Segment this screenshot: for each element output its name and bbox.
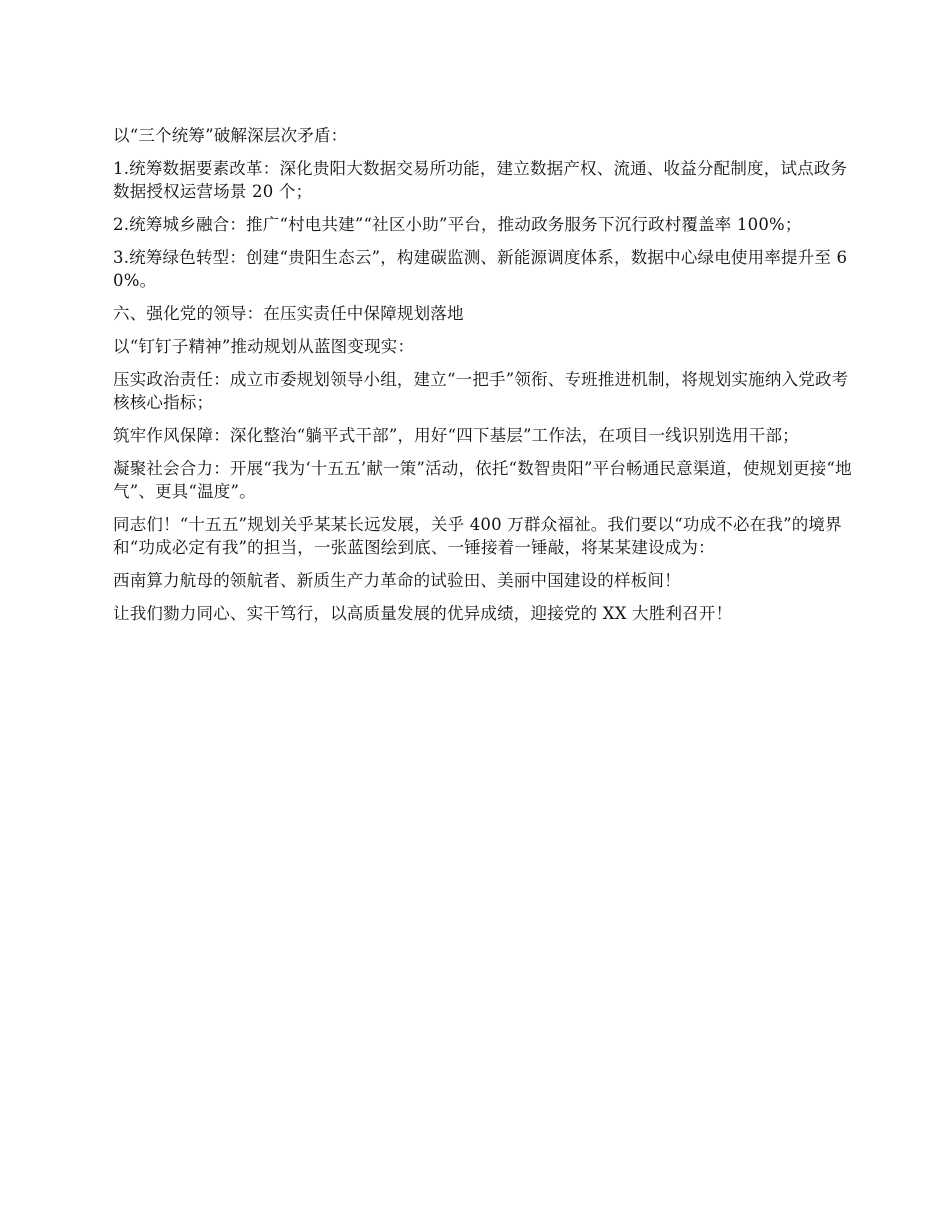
paragraph-item-2-urban-rural: 2.统筹城乡融合：推广“村电共建”“社区小助”平台，推动政务服务下沉行政村覆盖率 100%； [113, 215, 802, 234]
paragraph-closing: 让我们勠力同心、实干笃行，以高质量发展的优异成绩，迎接党的 XX 大胜利召开！ [113, 604, 733, 623]
paragraph-item-3-green-transition: 3.统筹绿色转型：创建“贵阳生态云”，构建碳监测、新能源调度体系，数据中心绿电使用率提升至 60%。 [113, 248, 848, 290]
paragraph-political-responsibility: 压实政治责任：成立市委规划领导小组，建立“一把手”领衔、专班推进机制，将规划实施纳入党政考核核心指标； [113, 370, 849, 412]
paragraph-item-1-data-reform: 1.统筹数据要素改革：深化贵阳大数据交易所功能，建立数据产权、流通、收益分配制度，试点政务数据授权运营场景 20 个； [113, 159, 848, 201]
section-heading-party-leadership: 六、强化党的领导：在压实责任中保障规划落地 [113, 304, 464, 323]
paragraph-intro-three-coordinations: 以“三个统筹”破解深层次矛盾： [113, 126, 348, 145]
paragraph-social-synergy: 凝聚社会合力：开展“我为‘十五五’献一策”活动，依托“数智贵阳”平台畅通民意渠道，使规划更接“地气”、更具“温度”。 [113, 459, 852, 501]
paragraph-vision: 西南算力航母的领航者、新质生产力革命的试验田、美丽中国建设的样板间！ [113, 571, 681, 590]
paragraph-work-style: 筑牢作风保障：深化整治“躺平式干部”，用好“四下基层”工作法，在项目一线识别选用干部； [113, 426, 799, 445]
paragraph-intro-nail-spirit: 以“钉钉子精神”推动规划从蓝图变现实： [113, 337, 415, 356]
document-body [113, 124, 853, 635]
paragraph-comrades: 同志们！“十五五”规划关乎某某长远发展，关乎 400 万群众福祉。我们要以“功成不必在我”的境界和“功成必定有我”的担当，一张蓝图绘到底、一锤接着一锤敲，将某某建设成为： [113, 515, 842, 557]
